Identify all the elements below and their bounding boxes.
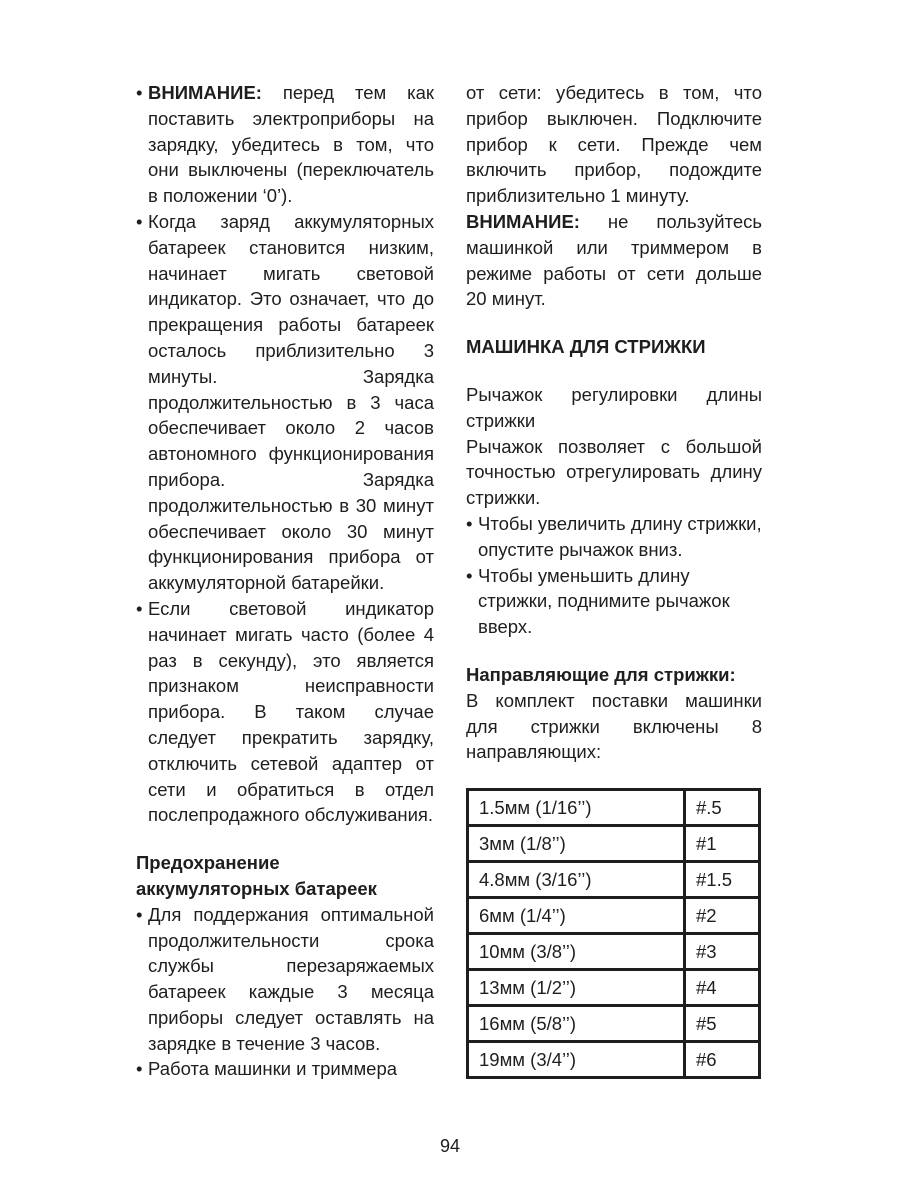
list-item <box>136 596 434 828</box>
guide-code-cell: #6 <box>685 1042 760 1078</box>
list-item <box>466 563 762 640</box>
guide-size-cell: 19мм (3/4’’) <box>468 1042 685 1078</box>
guide-size-cell: 10мм (3/8’’) <box>468 934 685 970</box>
guide-code-cell: #1 <box>685 826 760 862</box>
guides-heading: Направляющие для стрижки: <box>466 663 736 685</box>
warning-label: ВНИМАНИЕ: <box>148 82 262 103</box>
guide-code-cell: #.5 <box>685 790 760 826</box>
table-row <box>468 898 760 934</box>
right-column <box>466 80 762 765</box>
guide-code-cell: #3 <box>685 934 760 970</box>
guide-size-cell: 1.5мм (1/16’’) <box>468 790 685 826</box>
guide-size-cell: 16мм (5/8’’) <box>468 1006 685 1042</box>
table-row <box>468 1006 760 1042</box>
warning-text: перед тем как поставить электроприборы на зарядку, убедитесь в том, что они выключены (переключатель в положении ‘0’). <box>148 82 434 207</box>
table-row <box>468 790 760 826</box>
list-item-text: Если световой индикатор начинает мигать часто (более 4 раз в секунду), это является признаком неисправности прибора. В таком случае следует прекратить зарядку, отключить сетевой адаптер от сети и обратиться в отдел послепродажного обслуживания. <box>148 597 434 826</box>
list-item-text: Чтобы увеличить длину стрижки, опустите рычажок вниз. <box>478 512 762 560</box>
section-heading: аккумуляторных батареек <box>136 877 377 899</box>
list-item <box>136 80 434 209</box>
list-item-text: Чтобы уменьшить длину стрижки, поднимите рычажок вверх. <box>478 564 730 638</box>
table-row <box>468 826 760 862</box>
guide-code-cell: #5 <box>685 1006 760 1042</box>
guides-text: В комплект поставки машинки для стрижки включены 8 направляющих: <box>466 689 762 763</box>
bullet-icon: • <box>136 903 143 925</box>
list-item <box>136 209 434 596</box>
list-item <box>136 902 434 1057</box>
list-item <box>136 1056 434 1082</box>
list-item-text: Для поддержания оптимальной продолжительности срока службы перезаряжаемых батареек каждые 3 месяца приборы следует оставлять на зарядке в течение 3 часов. <box>148 903 434 1054</box>
guide-code-cell: #4 <box>685 970 760 1006</box>
lever-title: Рычажок регулировки длины стрижки <box>466 383 762 431</box>
bullet-icon: • <box>136 597 143 619</box>
section-title: МАШИНКА ДЛЯ СТРИЖКИ <box>466 336 706 358</box>
section-heading: Предохранение <box>136 852 280 874</box>
table-row <box>468 862 760 898</box>
lever-text: Рычажок позволяет с большой точностью отрегулировать длину стрижки. <box>466 435 762 509</box>
list-item <box>466 511 762 563</box>
list-item-text: Работа машинки и триммера <box>148 1058 398 1080</box>
continuation-paragraph: от сети: убедитесь в том, что прибор выключен. Подключите прибор к сети. Прежде чем включить прибор, подождите приблизительно 1 минуту. <box>466 82 762 207</box>
guides-table <box>466 788 761 1079</box>
table-row <box>468 1042 760 1078</box>
left-column <box>136 80 434 1082</box>
list-item-text: Когда заряд аккумуляторных батареек становится низким, начинает мигать световой индикатор. Это означает, что до прекращения работы батареек осталось приблизительно 3 минуты. Зарядка продолжительностью в 3 часа обеспечивает около 2 часов автономного функционирования прибора. Зарядка продолжительностью в 30 минут обеспечивает около 30 минут функционирования прибора от аккумуляторной батарейки. <box>148 210 434 594</box>
warning-paragraph <box>466 209 762 312</box>
bullet-icon: • <box>466 512 473 534</box>
warning-text: не пользуйтесь машинкой или триммером в режиме работы от сети дольше 20 минут. <box>466 210 762 310</box>
table-row <box>468 934 760 970</box>
bullet-icon: • <box>136 210 143 232</box>
page-number: 94 <box>439 1136 461 1156</box>
bullet-icon: • <box>136 82 143 103</box>
guide-code-cell: #2 <box>685 898 760 934</box>
guide-code-cell: #1.5 <box>685 862 760 898</box>
guide-size-cell: 3мм (1/8’’) <box>468 826 685 862</box>
bullet-icon: • <box>466 564 473 586</box>
table-row <box>468 970 760 1006</box>
guide-size-cell: 6мм (1/4’’) <box>468 898 685 934</box>
guide-size-cell: 4.8мм (3/16’’) <box>468 862 685 898</box>
bullet-icon: • <box>136 1058 143 1080</box>
warning-label: ВНИМАНИЕ: <box>466 210 580 232</box>
guide-size-cell: 13мм (1/2’’) <box>468 970 685 1006</box>
